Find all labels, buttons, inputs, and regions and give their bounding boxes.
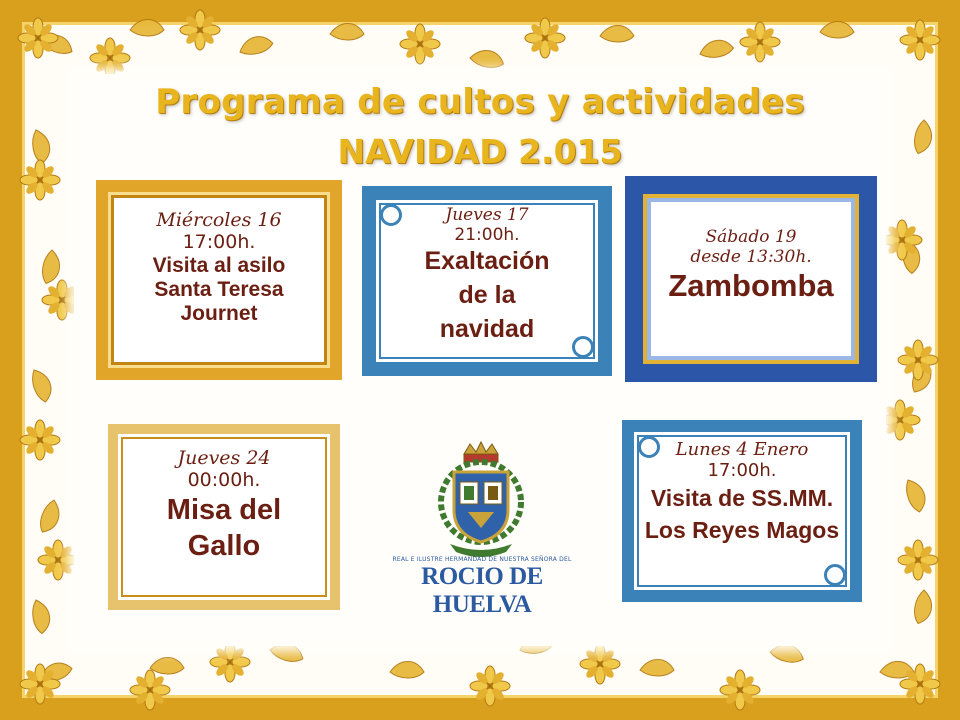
event-time: 00:00h. [187, 468, 261, 491]
event-time: 17:00h. [182, 230, 256, 253]
logo-caption: REAL E ILUSTRE HERMANDAD DE NUESTRA SEÑORA DEL [392, 556, 572, 563]
event-time: 21:00h. [454, 224, 520, 245]
event-card-jueves-24 [108, 424, 340, 610]
event-card-lunes [622, 420, 862, 602]
event-title-line: navidad [439, 314, 535, 343]
event-card-miercoles [96, 180, 342, 380]
event-date: Jueves 17 [445, 205, 529, 225]
event-date: Miércoles 16 [156, 209, 282, 231]
event-card-jueves-17 [362, 186, 612, 376]
event-title-line: Journet [180, 301, 258, 325]
event-time: 17:00h. [707, 459, 777, 481]
event-date: Sábado 19 [705, 227, 797, 247]
event-date: Jueves 24 [177, 447, 271, 469]
event-title-line: de la [458, 280, 516, 309]
page-subtitle: NAVIDAD 2.015 [337, 132, 623, 171]
event-title-line: Visita de SS.MM. [650, 485, 834, 512]
event-card-sabado [625, 176, 877, 382]
event-title-line: Santa Teresa [154, 277, 284, 301]
event-time: desde 13:30h. [690, 246, 812, 267]
event-title-line: Gallo [187, 529, 261, 562]
logo-name: ROCIO DE HUELVA [421, 563, 543, 618]
event-date: Lunes 4 Enero [675, 439, 809, 460]
event-title-line: Misa del [166, 493, 282, 526]
event-title-line: Visita al asilo [152, 253, 286, 277]
page-title: Programa de cultos y actividades [155, 82, 805, 122]
event-title-line: Zambomba [668, 268, 834, 304]
event-title-line: Los Reyes Magos [644, 516, 840, 543]
event-title-line: Exaltación [424, 247, 550, 276]
